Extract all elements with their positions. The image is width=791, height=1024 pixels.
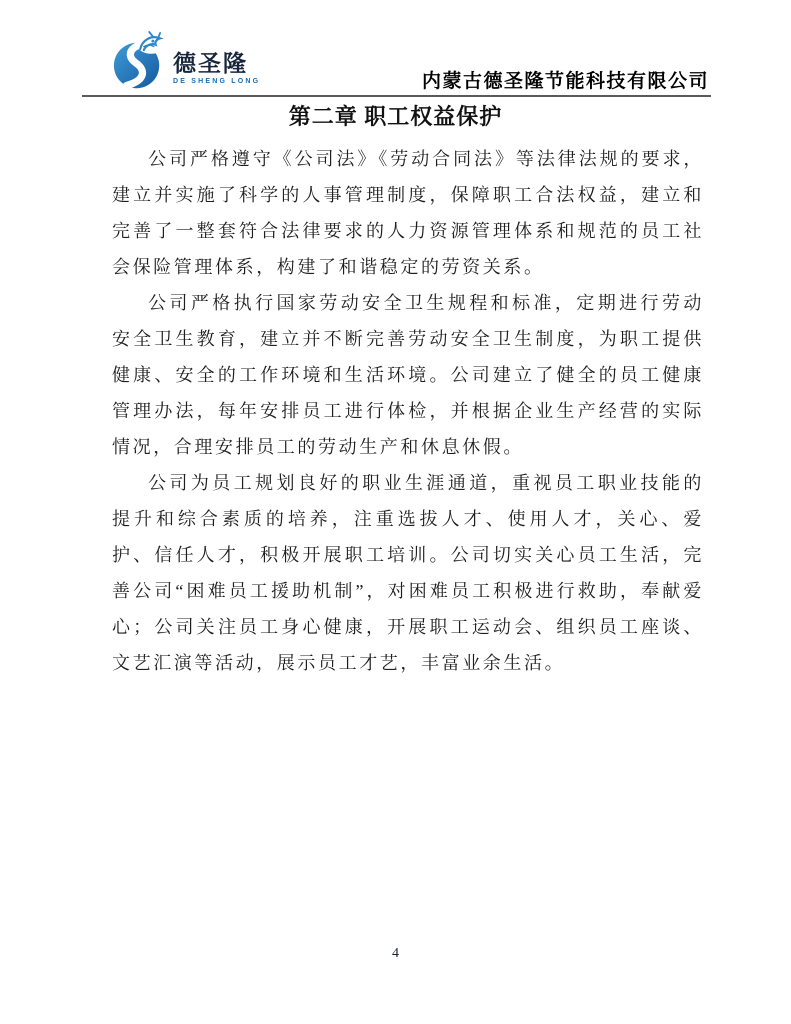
logo-text-cn: 德圣隆: [173, 49, 248, 76]
logo-text-en: DE SHENG LONG: [173, 77, 261, 85]
document-body: [112, 141, 704, 681]
body-paragraph: 公司严格遵守《公司法》《劳动合同法》等法律法规的要求，建立并实施了科学的人事管理制度，保障职工合法权益，建立和完善了一整套符合法律要求的人力资源管理体系和规范的员工社会保险管理体系，构建了和谐稳定的劳资关系。: [112, 149, 704, 277]
body-paragraph: 公司严格执行国家劳动安全卫生规程和标准，定期进行劳动安全卫生教育，建立并不断完善劳动安全卫生制度，为职工提供健康、安全的工作环境和生活环境。公司建立了健全的员工健康管理办法，每年安排员工进行体检，并根据企业生产经营的实际情况，合理安排员工的劳动生产和休息休假。: [112, 293, 704, 457]
dragon-sphere-logo-icon: [113, 31, 171, 91]
body-paragraph: 公司为员工规划良好的职业生涯通道，重视员工职业技能的提升和综合素质的培养，注重选拔人才、使用人才，关心、爱护、信任人才，积极开展职工培训。公司切实关心员工生活，完善公司“困难员工援助机制”，对困难员工积极进行救助，奉献爱心；公司关注员工身心健康，开展职工运动会、组织员工座谈、文艺汇演等活动，展示员工才艺，丰富业余生活。: [112, 473, 704, 673]
company-name: 内蒙古德圣隆节能科技有限公司: [421, 71, 709, 92]
company-logo: [113, 31, 260, 91]
page-number: 4: [392, 946, 399, 961]
logo-text-block: [173, 49, 261, 85]
chapter-title: 第二章 职工权益保护: [288, 104, 503, 129]
page-header: [82, 30, 711, 97]
